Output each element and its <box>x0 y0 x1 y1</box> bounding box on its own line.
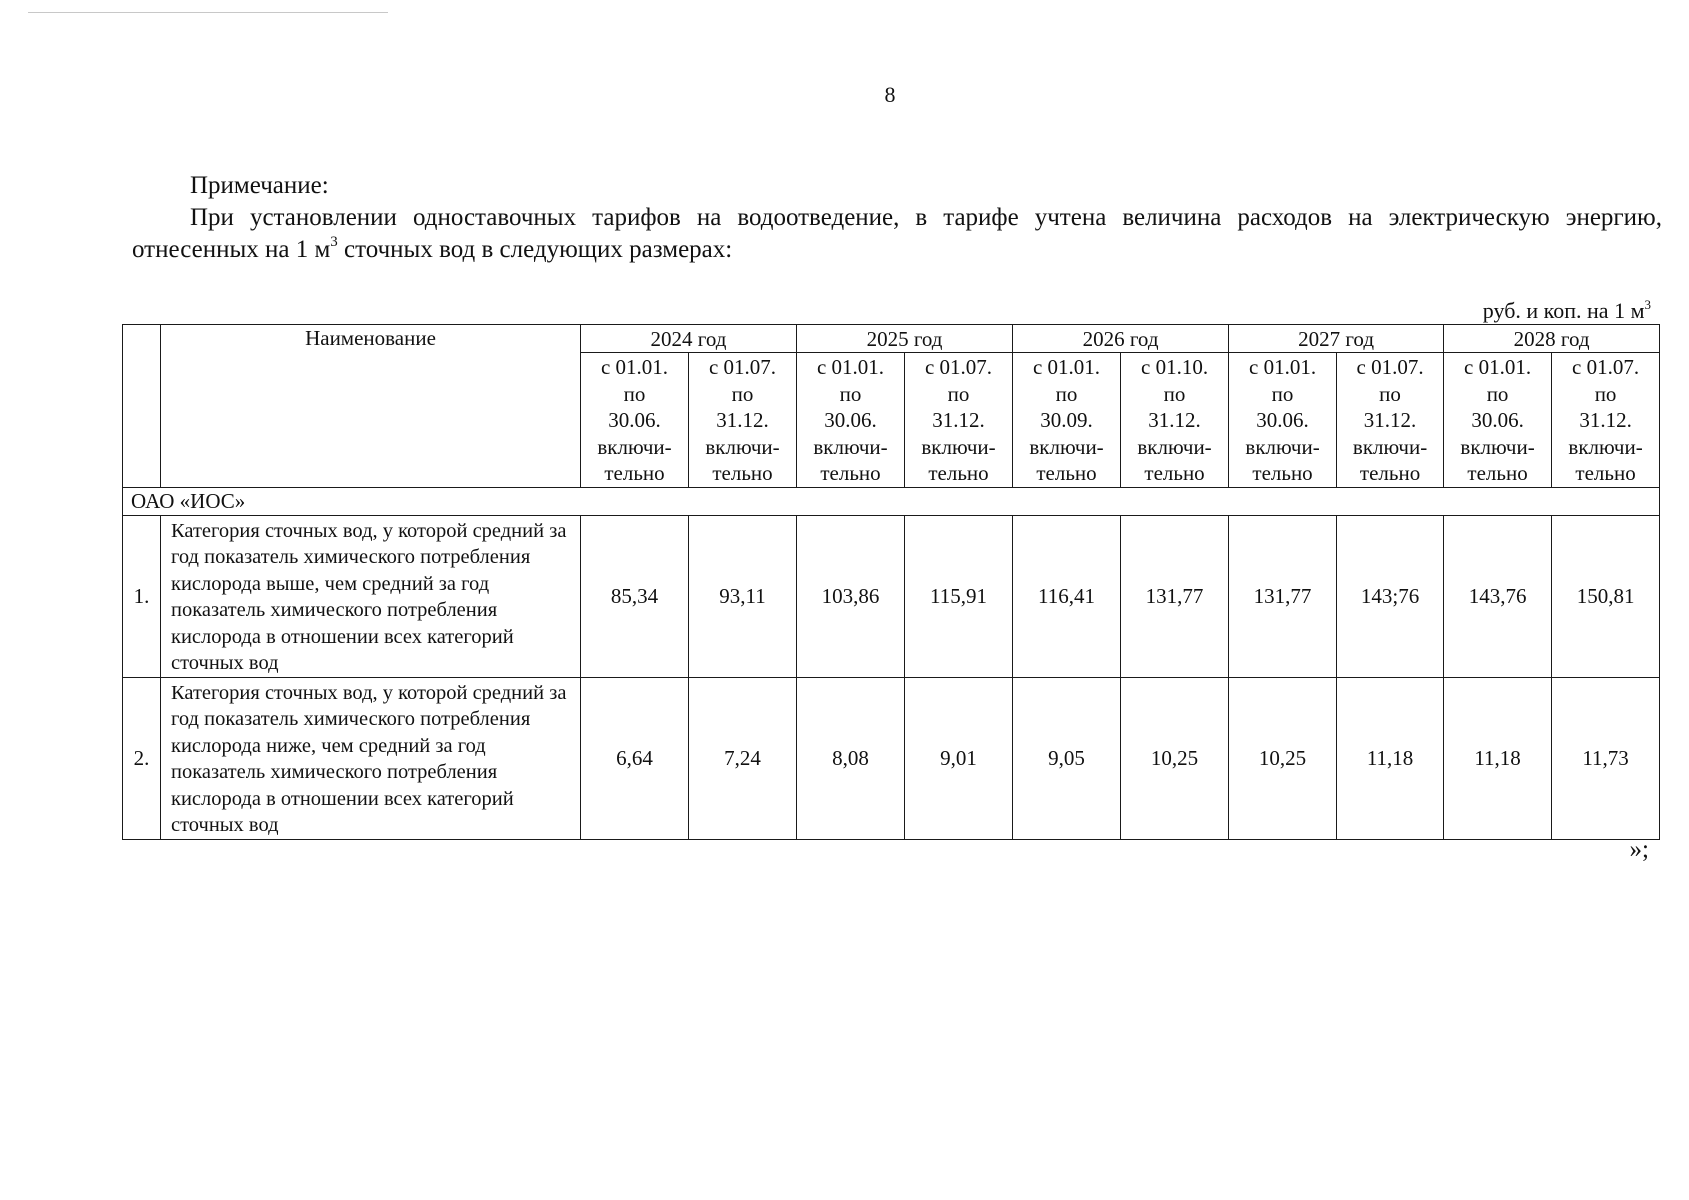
header-period-line: тельно <box>1252 461 1313 485</box>
header-period-line: по <box>623 381 646 406</box>
header-period-6 <box>1121 353 1229 488</box>
header-period-1 <box>581 353 689 488</box>
header-period-line: 30.06. <box>824 408 877 432</box>
header-period-line: по <box>1594 381 1617 406</box>
value-cell: 9,05 <box>1013 677 1121 839</box>
value-cell: 93,11 <box>689 515 797 677</box>
header-year-2027: 2027 год <box>1229 325 1444 353</box>
value-cell: 103,86 <box>797 515 905 677</box>
note-text-superscript: 3 <box>330 234 338 250</box>
value-cell: 11,18 <box>1444 677 1552 839</box>
header-period-line: тельно <box>712 461 773 485</box>
header-number-cell <box>123 325 161 488</box>
header-period-line: с 01.01. <box>1464 355 1532 379</box>
value-cell: 10,25 <box>1229 677 1337 839</box>
header-period-line: тельно <box>1359 461 1421 485</box>
value-cell: 143,76 <box>1444 515 1552 677</box>
header-year-2028: 2028 год <box>1444 325 1660 353</box>
note-text <box>132 202 1662 266</box>
value-cell: 6,64 <box>581 677 689 839</box>
row-label: Категория сточных вод, у которой средний за год показатель химического потребления кислорода ниже, чем средний за год показатель химического потребления кислорода в отношении всех категорий сточных вод <box>161 677 581 839</box>
header-period-line: по <box>731 381 754 406</box>
header-period-line: по <box>1163 381 1186 406</box>
header-period-3 <box>797 353 905 488</box>
value-cell: 11,18 <box>1337 677 1444 839</box>
header-period-line: по <box>1379 381 1401 406</box>
header-period-line: с 01.10. <box>1141 355 1209 379</box>
header-period-7 <box>1229 353 1337 488</box>
page-number: 8 <box>884 82 896 107</box>
header-period-line: с 01.07. <box>1572 355 1640 379</box>
header-period-line: с 01.07. <box>1356 355 1424 379</box>
header-period-line: с 01.07. <box>924 355 993 379</box>
header-period-line: по <box>1486 381 1509 406</box>
header-period-line: тельно <box>1036 461 1097 485</box>
unit-label-text: руб. и коп. на 1 м <box>1482 298 1645 323</box>
table-row-2 <box>123 677 1660 839</box>
unit-label <box>1483 298 1651 324</box>
tariff-table <box>122 324 1660 840</box>
header-period-line: 31.12. <box>932 408 985 432</box>
header-period-line: с 01.01. <box>600 355 669 379</box>
value-cell: 10,25 <box>1121 677 1229 839</box>
header-period-line: включи- <box>813 434 888 459</box>
header-period-line: включи- <box>1352 434 1428 459</box>
header-year-2025: 2025 год <box>797 325 1013 353</box>
value-cell: 131,77 <box>1121 515 1229 677</box>
note-text-main: При установлении одноставочных тарифов на водоотведение, в тарифе учтена величина расходов на электрическую энергию, отнесенных на 1 м <box>132 204 1662 263</box>
value-cell: 116,41 <box>1013 515 1121 677</box>
value-cell: 131,77 <box>1229 515 1337 677</box>
header-year-2024: 2024 год <box>581 325 797 353</box>
header-period-5 <box>1013 353 1121 488</box>
header-period-8 <box>1337 353 1444 488</box>
header-period-line: тельно <box>604 461 665 485</box>
section-title: ОАО «ИОС» <box>123 487 1660 515</box>
header-period-4 <box>905 353 1013 488</box>
header-period-line: тельно <box>820 461 881 485</box>
header-period-line: включи- <box>1137 434 1212 459</box>
value-cell: 8,08 <box>797 677 905 839</box>
note-text-tail: сточных вод в следующих размерах: <box>337 236 733 263</box>
row-number: 1. <box>123 515 161 677</box>
header-period-line: тельно <box>1467 461 1528 485</box>
header-period-line: с 01.01. <box>1032 355 1101 379</box>
closing-quote: »; <box>1629 836 1649 863</box>
header-period-line: тельно <box>1144 461 1205 485</box>
value-cell: 9,01 <box>905 677 1013 839</box>
header-period-line: 30.06. <box>608 408 661 432</box>
header-period-line: 30.06. <box>1256 408 1309 432</box>
value-cell: 11,73 <box>1552 677 1660 839</box>
value-cell: 85,34 <box>581 515 689 677</box>
header-period-line: по <box>1271 381 1294 406</box>
row-label: Категория сточных вод, у которой средний за год показатель химического потребления кислорода выше, чем средний за год показатель химического потребления кислорода в отношении всех категорий сточных вод <box>161 515 581 677</box>
header-period-line: включи- <box>1029 434 1104 459</box>
header-period-line: включи- <box>1460 434 1535 459</box>
header-period-line: включи- <box>705 434 780 459</box>
header-period-line: тельно <box>928 461 989 485</box>
header-period-line: тельно <box>1575 461 1636 485</box>
header-period-9 <box>1444 353 1552 488</box>
value-cell: 150,81 <box>1552 515 1660 677</box>
value-cell: 143;76 <box>1337 515 1444 677</box>
note-title: Примечание: <box>190 172 329 199</box>
header-period-line: с 01.01. <box>1249 355 1317 379</box>
header-period-line: по <box>1055 381 1078 406</box>
header-period-line: по <box>947 381 970 406</box>
header-period-line: 31.12. <box>716 408 769 432</box>
unit-label-superscript: 3 <box>1644 297 1651 312</box>
value-cell: 115,91 <box>905 515 1013 677</box>
header-period-line: 31.12. <box>1148 408 1201 432</box>
header-period-10 <box>1552 353 1660 488</box>
header-period-line: включи- <box>1245 434 1320 459</box>
header-period-line: с 01.07. <box>708 355 777 379</box>
header-period-line: 31.12. <box>1363 408 1417 432</box>
header-period-line: 30.06. <box>1471 408 1524 432</box>
header-period-2 <box>689 353 797 488</box>
table-row-1 <box>123 515 1660 677</box>
header-year-2026: 2026 год <box>1013 325 1229 353</box>
scan-artifact-line <box>28 12 388 13</box>
header-period-line: включи- <box>597 434 672 459</box>
header-period-line: включи- <box>1568 434 1643 459</box>
header-period-line: 30.09. <box>1040 408 1093 432</box>
header-period-line: с 01.01. <box>816 355 885 379</box>
header-name: Наименование <box>161 325 581 488</box>
header-period-line: 31.12. <box>1579 408 1632 432</box>
header-period-line: по <box>839 381 862 406</box>
row-number: 2. <box>123 677 161 839</box>
value-cell: 7,24 <box>689 677 797 839</box>
header-period-line: включи- <box>921 434 996 459</box>
